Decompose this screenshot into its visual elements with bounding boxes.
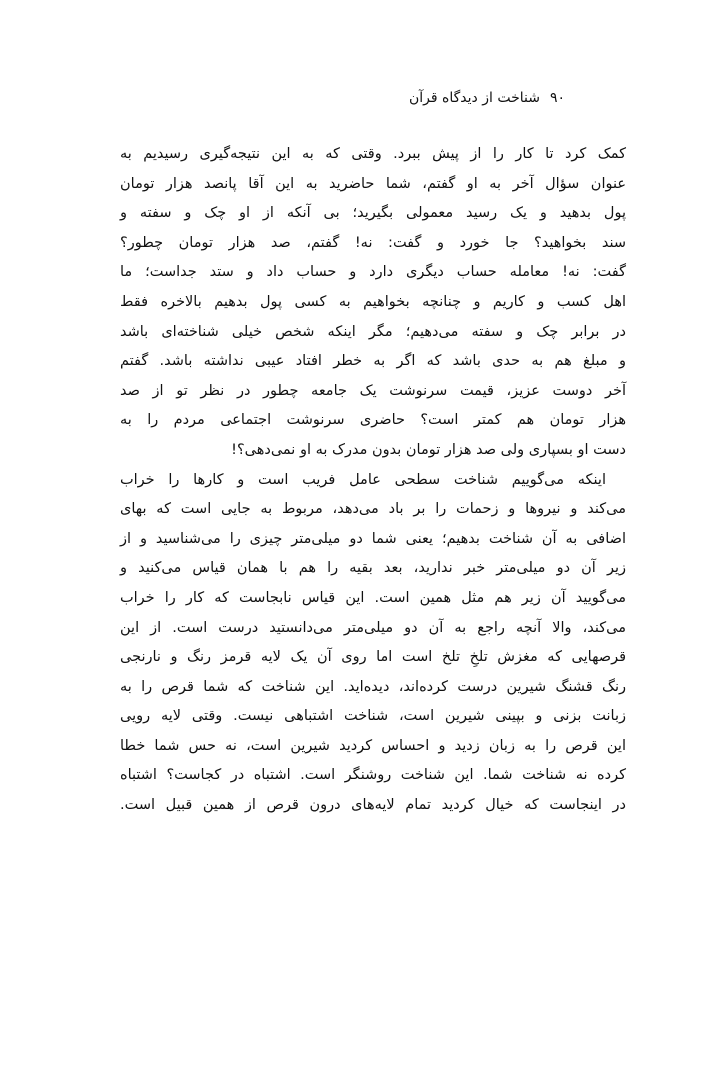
text-line: این قرص را به زبان زدید و احساس کردید شیرین است، نه حس شما خطا: [120, 737, 626, 754]
text-line: در اینجاست که خیال کردید تمام لایه‌های درون قرص از همین قبیل است.: [120, 797, 626, 814]
text-line: می‌کند و نیروها و زحمات را بر باد می‌دهد، مربوط به جایی است که بهای: [120, 501, 626, 518]
running-title: شناخت از دیدگاه قرآن: [408, 90, 540, 106]
text-line: در برابر چک و سفته می‌دهیم؛ مگر اینکه شخص خیلی شناخته‌ای باشد: [120, 323, 626, 340]
text-line: پول بدهید و یک رسید معمولی بگیرید؛ بی آنکه از او چک و سفته و: [120, 205, 626, 222]
text-line: کرده نه شناخت شما. این شناخت روشنگر است. اشتباه در کجاست؟ اشتباه: [120, 767, 626, 784]
text-line: گفت: نه! معامله حساب دیگری دارد و حساب داد و ستد جداست؛ ما: [120, 264, 626, 281]
text-line: می‌گویید آن زیر هم مثل همین است. این قیاس نابجاست که کار را خراب: [120, 589, 626, 606]
text-line: و مبلغ هم به حدی باشد که اگر به خطر افتاد عیبی نداشته باشد. گفتم: [120, 353, 626, 370]
paragraph-end-line: دست او بسپاری ولی صد هزار تومان بدون مدرک به او نمی‌دهی؟!: [231, 441, 626, 458]
text-line: اهل کسب و کاریم و چنانچه بخواهیم به کسی پول بدهیم بالاخره فقط: [120, 293, 626, 310]
text-line: قرصهایی که مغزش تلخِ تلخ است اما روی آن یک لایه قرمز رنگ و نارنجی: [120, 649, 626, 666]
text-line: آخر دوست عزیز، قیمت سرنوشت یک جامعه چطور در نظر تو از صد: [120, 382, 626, 399]
text-line: می‌کند، والا آنچه راجع به آن دو میلی‌متر می‌دانستید درست است. از این: [120, 619, 626, 636]
text-line: عنوان سؤال آخر به او گفتم، شما حاضرید به این آقا پانصد هزار تومان: [120, 175, 626, 192]
text-line: اضافی به آن شناخت بدهیم؛ یعنی شما دو میلی‌متر چیزی را می‌شناسید و از: [120, 530, 626, 547]
text-line: سند بخواهید؟ جا خورد و گفت: نه! گفتم، صد هزار تومان چطور؟: [120, 234, 626, 251]
text-line: زبانت بزنی و بپینی شیرین است، شناخت اشتباهی نیست. وقتی لایه رویی: [120, 708, 626, 725]
running-header: [409, 90, 565, 106]
text-line: هزار تومان هم کمتر است؟ حاضری سرنوشت اجتماعی مردم را به: [120, 412, 626, 429]
body-text: [120, 140, 626, 821]
text-line: زیر آن دو میلی‌متر خبر ندارید، بعد بقیه را هم با همان قیاس می‌کنید و: [120, 560, 626, 577]
paragraph-start-line: اینکه می‌گوییم شناخت سطحی عامل فریب است و کارها را خراب: [120, 471, 606, 488]
text-line: کمک کرد تا کار را از پیش ببرد. وقتی که به این نتیجه‌گیری رسیدیم به: [120, 146, 626, 162]
text-line: رنگ قشنگ شیرین درست کرده‌اند، دیده‌اید. این شناخت که شما قرص را به: [120, 678, 626, 695]
page-number: ۹۰: [549, 90, 565, 106]
